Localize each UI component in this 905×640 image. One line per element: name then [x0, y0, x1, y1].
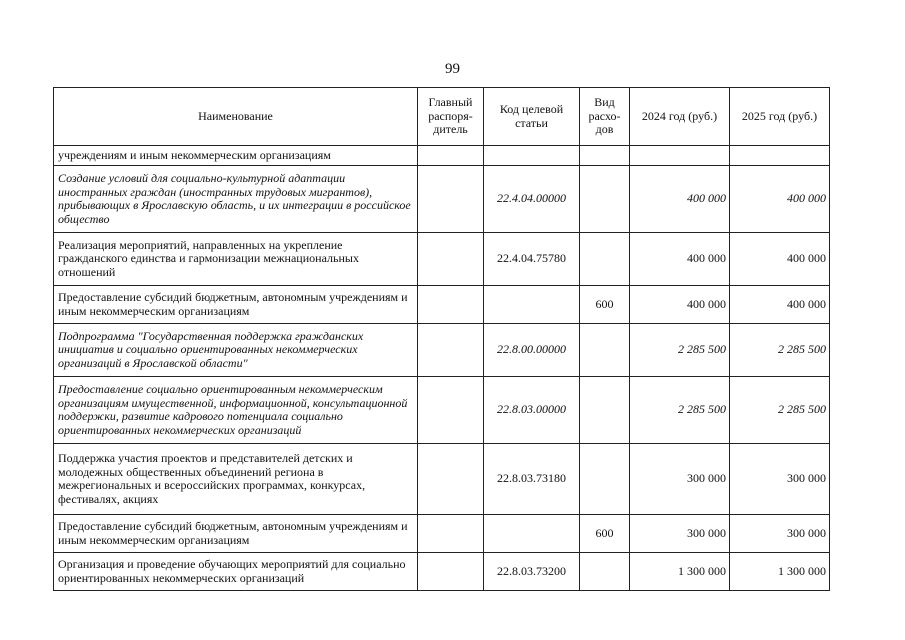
header-manager: Главный распоря-дитель [418, 88, 484, 146]
row-manager [418, 377, 484, 444]
row-name: Подпрограмма "Государственная поддержка гражданских инициатив и социально ориентированных некоммерческих организаций в Ярославской области" [54, 324, 418, 377]
row-2025 [730, 146, 830, 166]
row-2024: 300 000 [630, 444, 730, 515]
row-type: 600 [580, 286, 630, 324]
row-name: учреждениям и иным некоммерческим организациям [54, 146, 418, 166]
header-2024: 2024 год (руб.) [630, 88, 730, 146]
row-2024: 400 000 [630, 233, 730, 286]
row-name: Реализация мероприятий, направленных на укрепление гражданского единства и гармонизации межнациональных отношений [54, 233, 418, 286]
table-row [54, 286, 830, 324]
row-2025: 1 300 000 [730, 553, 830, 591]
row-manager [418, 515, 484, 553]
table-row [54, 166, 830, 233]
table-header-row [54, 88, 830, 146]
row-manager [418, 233, 484, 286]
row-name: Предоставление субсидий бюджетным, автономным учреждениям и иным некоммерческим организациям [54, 515, 418, 553]
header-code: Код целевой статьи [484, 88, 580, 146]
row-type [580, 553, 630, 591]
row-2024: 2 285 500 [630, 324, 730, 377]
row-code: 22.8.03.73180 [484, 444, 580, 515]
row-2024: 2 285 500 [630, 377, 730, 444]
row-2025: 300 000 [730, 444, 830, 515]
row-code: 22.8.00.00000 [484, 324, 580, 377]
row-name: Предоставление субсидий бюджетным, автономным учреждениям и иным некоммерческим организациям [54, 286, 418, 324]
row-name: Предоставление социально ориентированным некоммерческим организациям имущественной, информационной, консультационной поддержки, развитие кадрового потенциала социально ориентированных некоммерческих организаций [54, 377, 418, 444]
table-row [54, 233, 830, 286]
row-2025: 2 285 500 [730, 377, 830, 444]
row-name: Организация и проведение обучающих мероприятий для социально ориентированных некоммерческих организаций [54, 553, 418, 591]
row-code: 22.4.04.75780 [484, 233, 580, 286]
row-name: Поддержка участия проектов и представителей детских и молодежных общественных объединений региона в межрегиональных и всероссийских программах, конкурсах, фестивалях, акциях [54, 444, 418, 515]
row-type [580, 377, 630, 444]
row-manager [418, 553, 484, 591]
budget-table [53, 87, 830, 591]
row-manager [418, 286, 484, 324]
table-row [54, 553, 830, 591]
row-type [580, 444, 630, 515]
table-row [54, 444, 830, 515]
row-type: 600 [580, 515, 630, 553]
row-2024: 400 000 [630, 286, 730, 324]
row-code [484, 146, 580, 166]
table-row [54, 377, 830, 444]
header-2025: 2025 год (руб.) [730, 88, 830, 146]
row-2025: 400 000 [730, 166, 830, 233]
row-2024: 300 000 [630, 515, 730, 553]
table-row [54, 146, 830, 166]
header-name: Наименование [54, 88, 418, 146]
row-2025: 400 000 [730, 286, 830, 324]
row-manager [418, 146, 484, 166]
row-code: 22.8.03.73200 [484, 553, 580, 591]
row-2025: 300 000 [730, 515, 830, 553]
row-type [580, 146, 630, 166]
row-2025: 2 285 500 [730, 324, 830, 377]
row-2024 [630, 146, 730, 166]
row-2024: 1 300 000 [630, 553, 730, 591]
header-type: Вид расхо-дов [580, 88, 630, 146]
row-manager [418, 166, 484, 233]
row-code [484, 286, 580, 324]
page-number: 99 [445, 61, 460, 77]
row-code: 22.4.04.00000 [484, 166, 580, 233]
row-type [580, 233, 630, 286]
row-name: Создание условий для социально-культурной адаптации иностранных граждан (иностранных трудовых мигрантов), прибывающих в Ярославскую область, и их интеграции в российское общество [54, 166, 418, 233]
row-2025: 400 000 [730, 233, 830, 286]
row-type [580, 166, 630, 233]
table-row [54, 515, 830, 553]
row-manager [418, 324, 484, 377]
row-code: 22.8.03.00000 [484, 377, 580, 444]
row-manager [418, 444, 484, 515]
row-2024: 400 000 [630, 166, 730, 233]
row-code [484, 515, 580, 553]
row-type [580, 324, 630, 377]
table-row [54, 324, 830, 377]
